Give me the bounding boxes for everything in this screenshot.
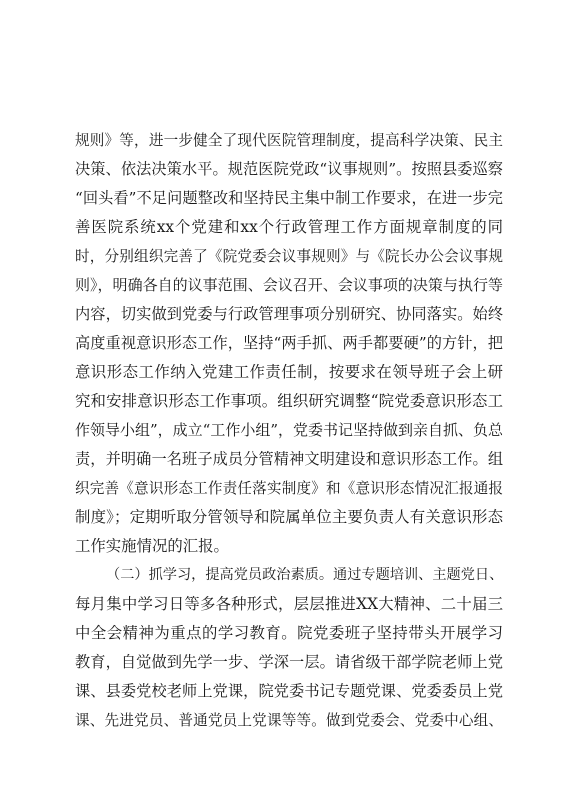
text-line: 究和安排意识形态工作事项。组织研究调整“院党委意识形态工 <box>75 392 503 410</box>
text-line: 工作实施情况的汇报。 <box>75 537 229 555</box>
text-line: 决策、依法决策水平。规范医院党政“议事规则”。按照县委巡察 <box>75 160 503 178</box>
body-text <box>75 126 503 735</box>
section-heading-line: （二）抓学习，提高党员政治素质。通过专题培训、主题党日、 <box>106 567 503 583</box>
text-line: 制度》；定期听取分管领导和院属单位主要负责人有关意识形态 <box>75 508 503 526</box>
text-line: 责，并明确一名班子成员分管精神文明建设和意识形态工作。组 <box>75 450 503 468</box>
text-line: 课、县委党校老师上党课，院党委书记专题党课、党委委员上党 <box>75 682 503 700</box>
paragraph-1 <box>75 126 503 561</box>
text-line: 中全会精神为重点的学习教育。院党委班子坚持带头开展学习 <box>75 624 503 642</box>
text-line: 课、先进党员、普通党员上党课等等。做到党委会、党委中心组、 <box>75 712 503 729</box>
text-line: 高度重视意识形态工作，坚持“两手抓、两手都要硬”的方针，把 <box>75 334 503 352</box>
text-line: 作领导小组”，成立“工作小组”，党委书记坚持做到亲自抓、负总 <box>75 421 503 439</box>
text-line: 则》，明确各自的议事范围、会议召开、会议事项的决策与执行等 <box>75 276 503 294</box>
text-line: 每月集中学习日等多各种形式，层层推进XX大精神、二十届三 <box>75 595 503 613</box>
text-line: 时，分别组织完善了《院党委会议事规则》与《院长办公会议事规 <box>75 248 503 265</box>
text-line: 规则》等，进一步健全了现代医院管理制度，提高科学决策、民主 <box>75 132 503 149</box>
text-line: 内容，切实做到党委与行政管理事项分别研究、协同落实。始终 <box>75 305 503 323</box>
text-line: 意识形态工作纳入党建工作责任制，按要求在领导班子会上研 <box>75 363 503 381</box>
text-line: 教育，自觉做到先学一步、学深一层。请省级干部学院老师上党 <box>75 653 503 671</box>
paragraph-2 <box>75 561 503 735</box>
text-line: 织完善《意识形态工作责任落实制度》和《意识形态情况汇报通报 <box>75 480 503 497</box>
text-line: “回头看”不足问题整改和坚持民主集中制工作要求，在进一步完 <box>75 189 503 207</box>
text-line: 善医院系统xx个党建和xx个行政管理工作方面规章制度的同 <box>75 218 503 236</box>
